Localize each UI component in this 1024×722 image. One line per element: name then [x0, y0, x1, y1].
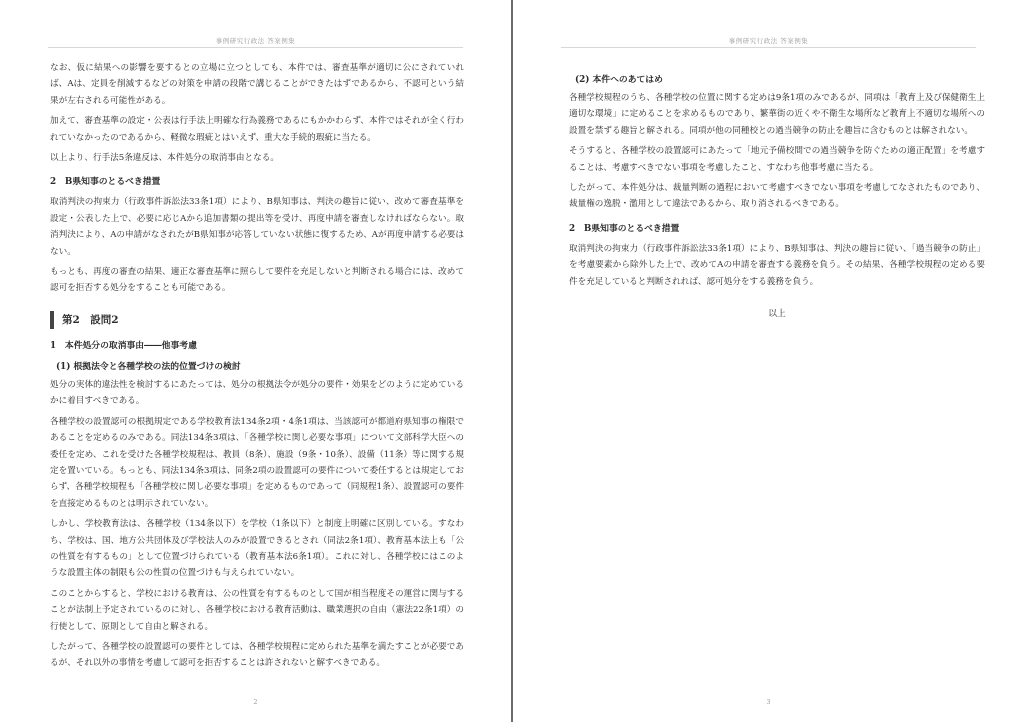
paragraph: そうすると、各種学校の設置認可にあたって「地元予備校間での過当競争を防ぐための適正配置」を考慮することは、考慮すべきでない事項を考慮したこと、すなわち他事考慮に当たる。: [569, 146, 985, 173]
paragraph: 各種学校の設置認可の根拠規定である学校教育法134条2項・4条1項は、当該認可が都道府県知事の権限であることを定めるのみである。同法134条3項は、「各種学校に関し必要な事項」について文部科学大臣への委任を定め、これを受けた各種学校規程は、教員（8条）、施設（9条・10条）、設備（11条）等に関する規定を置いている。もっとも、同法134条3項は、同条2項の設置認可の要件について委任するとは規定しておらず、各種学校規程も「各種学校に関し必要な事項」を定めるものであって（同規程1条）、設置認可の要件を直接定めるものとは明示されていない。: [50, 416, 464, 509]
subsection-heading: (1) 根拠法令と各種学校の法的位置づけの検討: [56, 361, 241, 372]
paragraph: しかし、学校教育法は、各種学校（134条以下）を学校（1条以下）と制度上明確に区別している。すなわち、学校は、国、地方公共団体及び学校法人のみが設置できるとされ（同法2条1項）、教育基本法上も「公の性質を有するもの」として位置づけられている（教育基本法6条1項）。これに対し、各種学校にはこのような設置主体の制限も公の性質の位置づけも与えられていない。: [50, 519, 464, 579]
paragraph: このことからすると、学校における教育は、公の性質を有するものとして国が相当程度その運営に関与することが法制上予定されているのに対し、各種学校における教育活動は、職業選択の自由（憲法22条1項）の行使として、原則として自由と解される。: [50, 588, 464, 632]
paragraph: なお、仮に結果への影響を要するとの立場に立つとしても、本件では、審査基準が適切に公にされていれば、Aは、定員を削減するなどの対策を申請の段階で講じることができたはずであるから、不認可という結果が左右される可能性がある。: [50, 63, 464, 106]
paragraph: 取消判決の拘束力（行政事件訴訟法33条1項）により、B県知事は、判決の趣旨に従い、「過当競争の防止」を考慮要素から除外した上で、改めてAの申請を審査する義務を負う。その結果、各種学校規程の定める要件を充足していると判断されれば、認可処分をする義務を負う。: [569, 243, 985, 287]
right-page-body: [569, 66, 985, 319]
running-head: 事例研究行政法 答案例集: [215, 37, 296, 45]
paragraph: 各種学校規程のうち、各種学校の位置に関する定めは9条1項のみであるが、同項は「教育上及び保健衛生上適切な環境」に定めることを求めるものであり、繁華街の近くや不衛生な場所など教育上不適切な場所への設置を禁ずる趣旨と解される。同項が他の同種校との過当競争の防止を趣旨に含むものとは解されない。: [569, 93, 985, 136]
running-head: 事例研究行政法 答案例集: [728, 37, 809, 45]
paragraph: 取消判決の拘束力（行政事件訴訟法33条1項）により、B県知事は、判決の趣旨に従い、改めて審査基準を設定・公表した上で、必要に応じAから追加書類の提出等を受け、再度申請を審査しなければならない。取消判決により、Aの申請がなされたがB県知事が応答していない状態に復するため、Aが再度申請する必要はない。: [50, 197, 464, 257]
left-page-body: [50, 60, 464, 676]
page-number: 3: [766, 698, 771, 706]
paragraph: したがって、各種学校の設置認可の要件としては、各種学校規程に定められた基準を満たすことが必要であるが、それ以外の事情を考慮して認可を拒否することは許されないと解すべきである。: [50, 641, 464, 669]
subsection-heading: (2) 本件へのあてはめ: [575, 75, 663, 85]
section-heading: 1 本件処分の取消事由――他事考慮: [50, 340, 197, 351]
paragraph: 加えて、審査基準の設定・公表は行手法上明確な行為義務であるにもかかわらず、本件ではそれが全く行われていなかったのであるから、軽微な瑕疵とはいえず、重大な手続的瑕疵に当たる。: [50, 116, 464, 143]
page-number: 2: [253, 698, 258, 706]
header-rule: [48, 47, 463, 48]
section-heading: 2 B県知事のとるべき措置: [50, 177, 161, 188]
header-rule: [561, 47, 976, 48]
right-page: [513, 0, 1024, 722]
section-heading: 2 B県知事のとるべき措置: [569, 223, 680, 234]
left-page: [0, 0, 511, 722]
paragraph: 処分の実体的違法性を検討するにあたっては、処分の根拠法令が処分の要件・効果をどのように定めているかに着目すべきである。: [50, 379, 464, 407]
chapter-title: 第2 設問2: [50, 311, 464, 329]
paragraph: したがって、本件処分は、裁量判断の過程において考慮すべきでない事項を考慮してなされたものであり、裁量権の逸脱・濫用として違法であるから、取り消されるべきである。: [569, 183, 985, 210]
closing-mark: 以上: [768, 309, 786, 320]
paragraph: 以上より、行手法5条違反は、本件処分の取消事由となる。: [50, 153, 279, 164]
paragraph: もっとも、再度の審査の結果、適正な審査基準に照らして要件を充足しないと判断される場合には、改めて認可を拒否する処分をすることも可能である。: [50, 267, 464, 294]
